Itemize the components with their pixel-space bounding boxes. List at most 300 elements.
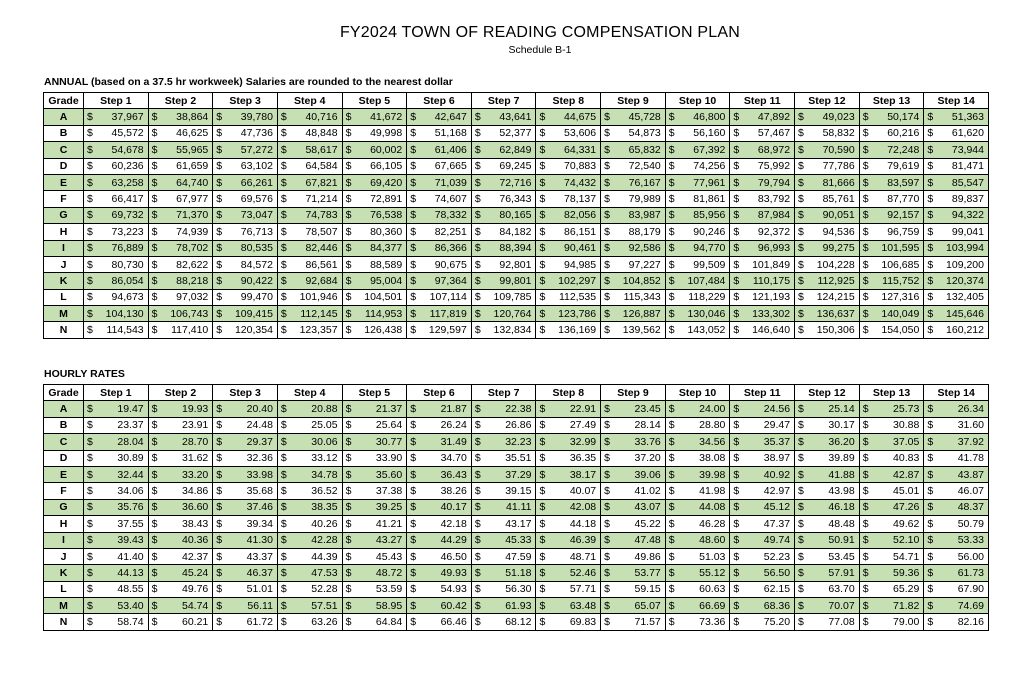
rate-value: 52.46 xyxy=(569,566,597,579)
currency-symbol: $ xyxy=(927,143,934,156)
rate-cell xyxy=(601,581,666,597)
currency-symbol: $ xyxy=(345,485,352,498)
rate-value: 49.62 xyxy=(893,517,920,530)
rate-value: 75.20 xyxy=(763,616,791,629)
rate-cell xyxy=(84,499,149,515)
rate-value: 33.90 xyxy=(375,452,403,465)
rate-value: 73,047 xyxy=(240,209,273,222)
rate-cell xyxy=(342,598,407,614)
currency-symbol: $ xyxy=(216,452,223,465)
currency-symbol: $ xyxy=(474,566,481,579)
rate-value: 59.15 xyxy=(634,583,661,596)
rate-value: 99,275 xyxy=(822,242,855,255)
currency-symbol: $ xyxy=(798,242,804,255)
rate-cell xyxy=(665,109,730,125)
rate-cell xyxy=(213,417,278,433)
table-row xyxy=(44,322,989,338)
rate-value: 87,770 xyxy=(887,193,920,206)
step-column-header: Step 7 xyxy=(471,93,536,109)
rate-value: 68.12 xyxy=(505,616,532,629)
rate-value: 129,597 xyxy=(428,324,467,337)
currency-symbol: $ xyxy=(151,274,158,287)
rate-value: 85,547 xyxy=(951,176,984,189)
currency-symbol: $ xyxy=(410,583,417,596)
rate-cell xyxy=(148,256,213,272)
rate-cell xyxy=(277,581,342,597)
table-row xyxy=(44,565,989,581)
currency-symbol: $ xyxy=(539,501,546,514)
currency-symbol: $ xyxy=(604,403,610,416)
currency-symbol: $ xyxy=(151,324,158,337)
rate-value: 74,432 xyxy=(564,176,597,189)
rate-cell xyxy=(924,289,989,305)
currency-symbol: $ xyxy=(345,209,352,222)
rate-value: 42.28 xyxy=(311,534,338,547)
rate-value: 78,507 xyxy=(305,225,338,238)
currency-symbol: $ xyxy=(87,291,93,304)
rate-value: 83,792 xyxy=(757,193,791,206)
rate-value: 107,484 xyxy=(687,274,726,287)
rate-value: 40.07 xyxy=(569,485,597,498)
annual-salary-table xyxy=(43,92,989,339)
grade-cell: A xyxy=(44,401,84,417)
currency-symbol: $ xyxy=(410,566,417,579)
rate-cell xyxy=(148,516,213,532)
rate-value: 33.76 xyxy=(634,435,661,448)
rate-cell xyxy=(471,224,536,240)
currency-symbol: $ xyxy=(280,501,287,514)
rate-value: 146,640 xyxy=(752,324,791,337)
rate-cell xyxy=(536,532,601,548)
rate-value: 78,332 xyxy=(434,209,467,222)
rate-cell xyxy=(342,224,407,240)
rate-cell xyxy=(342,273,407,289)
rate-cell xyxy=(148,142,213,158)
rate-cell xyxy=(859,289,924,305)
rate-cell xyxy=(924,548,989,564)
rate-value: 78,137 xyxy=(564,193,597,206)
step-column-header: Step 3 xyxy=(213,93,278,109)
currency-symbol: $ xyxy=(798,616,804,629)
rate-value: 94,673 xyxy=(111,291,144,304)
currency-symbol: $ xyxy=(345,176,352,189)
currency-symbol: $ xyxy=(927,209,934,222)
rate-cell xyxy=(536,614,601,630)
rate-cell xyxy=(795,256,860,272)
rate-cell xyxy=(665,158,730,174)
rate-value: 65.07 xyxy=(634,599,661,612)
rate-value: 104,501 xyxy=(364,291,403,304)
rate-value: 90,675 xyxy=(434,258,467,271)
rate-cell xyxy=(471,499,536,515)
currency-symbol: $ xyxy=(151,550,158,563)
rate-value: 126,887 xyxy=(622,307,661,320)
rate-cell xyxy=(859,483,924,499)
currency-symbol: $ xyxy=(280,242,287,255)
currency-symbol: $ xyxy=(345,403,352,416)
rate-cell xyxy=(665,614,730,630)
currency-symbol: $ xyxy=(216,517,223,530)
rate-value: 37.20 xyxy=(634,452,661,465)
rate-value: 30.77 xyxy=(375,435,403,448)
rate-cell xyxy=(795,240,860,256)
currency-symbol: $ xyxy=(604,209,610,222)
currency-symbol: $ xyxy=(474,111,481,124)
rate-value: 92,684 xyxy=(305,274,338,287)
rate-value: 82,056 xyxy=(564,209,597,222)
rate-cell xyxy=(730,191,795,207)
currency-symbol: $ xyxy=(927,616,934,629)
rate-value: 52,377 xyxy=(499,127,532,140)
rate-cell xyxy=(859,516,924,532)
rate-cell xyxy=(795,273,860,289)
currency-symbol: $ xyxy=(216,176,223,189)
rate-cell xyxy=(213,273,278,289)
rate-value: 47.26 xyxy=(893,501,920,514)
rate-value: 68.36 xyxy=(763,599,791,612)
rate-cell xyxy=(730,289,795,305)
grade-cell: D xyxy=(44,158,84,174)
rate-value: 40.26 xyxy=(311,517,338,530)
rate-cell xyxy=(730,306,795,322)
rate-cell xyxy=(342,401,407,417)
rate-value: 68,972 xyxy=(757,143,791,156)
rate-value: 57,272 xyxy=(240,143,273,156)
currency-symbol: $ xyxy=(410,291,417,304)
rate-cell xyxy=(730,434,795,450)
rate-value: 38,864 xyxy=(176,111,209,124)
currency-symbol: $ xyxy=(410,403,417,416)
currency-symbol: $ xyxy=(539,517,546,530)
rate-cell xyxy=(407,289,472,305)
currency-symbol: $ xyxy=(151,534,158,547)
table-row xyxy=(44,466,989,482)
rate-cell xyxy=(601,174,666,190)
table-row xyxy=(44,191,989,207)
currency-symbol: $ xyxy=(151,501,158,514)
rate-cell xyxy=(277,142,342,158)
currency-symbol: $ xyxy=(151,468,158,481)
currency-symbol: $ xyxy=(604,127,610,140)
rate-value: 97,227 xyxy=(628,258,661,271)
currency-symbol: $ xyxy=(668,209,675,222)
rate-value: 106,743 xyxy=(170,307,209,320)
currency-symbol: $ xyxy=(280,485,287,498)
rate-value: 48.72 xyxy=(375,566,403,579)
rate-value: 94,770 xyxy=(693,242,726,255)
rate-cell xyxy=(601,483,666,499)
rate-value: 22.91 xyxy=(569,403,597,416)
currency-symbol: $ xyxy=(474,225,481,238)
rate-cell xyxy=(924,207,989,223)
rate-value: 49,998 xyxy=(370,127,403,140)
rate-cell xyxy=(407,191,472,207)
currency-symbol: $ xyxy=(668,468,675,481)
rate-cell xyxy=(795,174,860,190)
currency-symbol: $ xyxy=(474,193,481,206)
currency-symbol: $ xyxy=(345,599,352,612)
grade-cell: G xyxy=(44,499,84,515)
currency-symbol: $ xyxy=(474,307,481,320)
rate-cell xyxy=(84,401,149,417)
rate-cell xyxy=(407,109,472,125)
rate-cell xyxy=(795,125,860,141)
currency-symbol: $ xyxy=(345,160,352,173)
currency-symbol: $ xyxy=(798,209,804,222)
rate-cell xyxy=(407,224,472,240)
rate-value: 88,179 xyxy=(628,225,661,238)
rate-value: 38.43 xyxy=(182,517,209,530)
currency-symbol: $ xyxy=(410,225,417,238)
rate-cell xyxy=(795,306,860,322)
rate-value: 90,461 xyxy=(564,242,597,255)
currency-symbol: $ xyxy=(151,143,158,156)
rate-value: 109,785 xyxy=(493,291,532,304)
currency-symbol: $ xyxy=(798,517,804,530)
rate-value: 52.28 xyxy=(311,583,338,596)
rate-cell xyxy=(407,158,472,174)
currency-symbol: $ xyxy=(862,534,869,547)
currency-symbol: $ xyxy=(927,452,934,465)
rate-value: 81,861 xyxy=(693,193,726,206)
rate-cell xyxy=(471,417,536,433)
rate-value: 34.70 xyxy=(440,452,467,465)
rate-value: 82,446 xyxy=(305,242,338,255)
rate-cell xyxy=(730,207,795,223)
currency-symbol: $ xyxy=(280,160,287,173)
currency-symbol: $ xyxy=(151,193,158,206)
rate-value: 99,801 xyxy=(499,274,532,287)
currency-symbol: $ xyxy=(798,501,804,514)
currency-symbol: $ xyxy=(798,435,804,448)
rate-cell xyxy=(213,466,278,482)
step-column-header: Step 8 xyxy=(536,93,601,109)
grade-cell: F xyxy=(44,483,84,499)
currency-symbol: $ xyxy=(927,242,934,255)
rate-value: 31.60 xyxy=(957,419,984,432)
rate-cell xyxy=(601,434,666,450)
rate-value: 120,374 xyxy=(946,274,984,287)
rate-value: 48.55 xyxy=(117,583,144,596)
rate-cell xyxy=(342,466,407,482)
rate-cell xyxy=(407,598,472,614)
table-row xyxy=(44,158,989,174)
rate-value: 36.43 xyxy=(440,468,467,481)
rate-cell xyxy=(665,306,730,322)
currency-symbol: $ xyxy=(604,419,610,432)
rate-value: 39.98 xyxy=(699,468,726,481)
rate-value: 53.77 xyxy=(634,566,661,579)
rate-cell xyxy=(730,109,795,125)
rate-value: 92,801 xyxy=(499,258,532,271)
currency-symbol: $ xyxy=(410,550,417,563)
currency-symbol: $ xyxy=(668,566,675,579)
rate-value: 74,607 xyxy=(434,193,467,206)
currency-symbol: $ xyxy=(733,583,740,596)
rate-cell xyxy=(924,174,989,190)
currency-symbol: $ xyxy=(539,225,546,238)
rate-cell xyxy=(601,240,666,256)
rate-cell xyxy=(924,322,989,338)
currency-symbol: $ xyxy=(862,517,869,530)
rate-cell xyxy=(601,224,666,240)
currency-symbol: $ xyxy=(862,583,869,596)
rate-cell xyxy=(859,434,924,450)
rate-cell xyxy=(407,450,472,466)
step-column-header: Step 12 xyxy=(795,93,860,109)
currency-symbol: $ xyxy=(87,242,93,255)
rate-cell xyxy=(730,532,795,548)
rate-value: 139,562 xyxy=(622,324,661,337)
rate-value: 79.00 xyxy=(893,616,920,629)
rate-value: 41.78 xyxy=(957,452,984,465)
currency-symbol: $ xyxy=(798,468,804,481)
rate-cell xyxy=(342,548,407,564)
rate-cell xyxy=(84,598,149,614)
rate-value: 32.36 xyxy=(246,452,273,465)
rate-cell xyxy=(84,532,149,548)
step-column-header: Step 5 xyxy=(342,93,407,109)
currency-symbol: $ xyxy=(798,419,804,432)
rate-value: 90,422 xyxy=(240,274,273,287)
rate-cell xyxy=(213,125,278,141)
grade-cell: J xyxy=(44,256,84,272)
rate-value: 27.49 xyxy=(569,419,597,432)
currency-symbol: $ xyxy=(345,501,352,514)
currency-symbol: $ xyxy=(733,501,740,514)
rate-cell xyxy=(601,322,666,338)
rate-value: 121,193 xyxy=(752,291,791,304)
rate-cell xyxy=(859,499,924,515)
currency-symbol: $ xyxy=(668,291,675,304)
rate-value: 81,471 xyxy=(951,160,984,173)
grade-cell: J xyxy=(44,548,84,564)
rate-cell xyxy=(407,483,472,499)
rate-value: 73.36 xyxy=(699,616,726,629)
rate-value: 51,168 xyxy=(434,127,467,140)
rate-value: 95,004 xyxy=(370,274,403,287)
currency-symbol: $ xyxy=(927,599,934,612)
currency-symbol: $ xyxy=(474,550,481,563)
rate-value: 82,622 xyxy=(176,258,209,271)
currency-symbol: $ xyxy=(604,274,610,287)
rate-value: 101,946 xyxy=(299,291,338,304)
rate-cell xyxy=(859,240,924,256)
currency-symbol: $ xyxy=(927,485,934,498)
rate-value: 92,586 xyxy=(628,242,661,255)
rate-value: 82.16 xyxy=(957,616,984,629)
rate-cell xyxy=(213,109,278,125)
step-column-header: Step 3 xyxy=(213,385,278,401)
rate-cell xyxy=(277,256,342,272)
rate-value: 24.48 xyxy=(246,419,273,432)
rate-cell xyxy=(536,289,601,305)
currency-symbol: $ xyxy=(539,616,546,629)
rate-cell xyxy=(795,417,860,433)
rate-cell xyxy=(342,256,407,272)
currency-symbol: $ xyxy=(604,566,610,579)
grade-cell: M xyxy=(44,598,84,614)
rate-value: 67,821 xyxy=(305,176,338,189)
currency-symbol: $ xyxy=(151,225,158,238)
rate-cell xyxy=(795,614,860,630)
currency-symbol: $ xyxy=(604,143,610,156)
rate-cell xyxy=(213,322,278,338)
rate-value: 36.20 xyxy=(828,435,855,448)
rate-cell xyxy=(924,483,989,499)
currency-symbol: $ xyxy=(280,193,287,206)
currency-symbol: $ xyxy=(668,501,675,514)
rate-cell xyxy=(84,224,149,240)
currency-symbol: $ xyxy=(216,143,223,156)
rate-value: 56.30 xyxy=(505,583,532,596)
currency-symbol: $ xyxy=(280,550,287,563)
rate-cell xyxy=(277,207,342,223)
rate-cell xyxy=(665,598,730,614)
rate-value: 37.05 xyxy=(893,435,920,448)
currency-symbol: $ xyxy=(733,225,740,238)
currency-symbol: $ xyxy=(733,291,740,304)
currency-symbol: $ xyxy=(927,127,934,140)
rate-cell xyxy=(213,224,278,240)
grade-cell: N xyxy=(44,322,84,338)
currency-symbol: $ xyxy=(474,127,481,140)
rate-value: 53.45 xyxy=(828,550,855,563)
rate-value: 60,002 xyxy=(370,143,403,156)
currency-symbol: $ xyxy=(474,176,481,189)
currency-symbol: $ xyxy=(216,599,223,612)
rate-cell xyxy=(665,516,730,532)
rate-cell xyxy=(471,581,536,597)
currency-symbol: $ xyxy=(798,534,804,547)
table-row xyxy=(44,401,989,417)
grade-cell: M xyxy=(44,306,84,322)
rate-cell xyxy=(536,581,601,597)
rate-value: 41.21 xyxy=(375,517,403,530)
rate-cell xyxy=(601,289,666,305)
currency-symbol: $ xyxy=(733,193,740,206)
currency-symbol: $ xyxy=(539,274,546,287)
rate-value: 46.07 xyxy=(957,485,984,498)
rate-value: 34.06 xyxy=(117,485,144,498)
rate-value: 41.11 xyxy=(505,501,532,514)
currency-symbol: $ xyxy=(604,242,610,255)
rate-cell xyxy=(601,516,666,532)
grade-cell: L xyxy=(44,289,84,305)
rate-value: 92,157 xyxy=(887,209,920,222)
rate-cell xyxy=(471,174,536,190)
rate-value: 102,297 xyxy=(558,274,597,287)
header-row xyxy=(44,385,989,401)
currency-symbol: $ xyxy=(345,258,352,271)
table-row xyxy=(44,434,989,450)
rate-cell xyxy=(342,417,407,433)
rate-value: 32.23 xyxy=(505,435,532,448)
currency-symbol: $ xyxy=(280,176,287,189)
rate-cell xyxy=(213,158,278,174)
rate-cell xyxy=(342,207,407,223)
rate-value: 99,041 xyxy=(951,225,984,238)
currency-symbol: $ xyxy=(668,258,675,271)
currency-symbol: $ xyxy=(668,435,675,448)
table-row xyxy=(44,207,989,223)
rate-cell xyxy=(84,548,149,564)
currency-symbol: $ xyxy=(410,616,417,629)
rate-value: 40.83 xyxy=(893,452,920,465)
rate-value: 106,685 xyxy=(881,258,920,271)
rate-value: 132,834 xyxy=(493,324,532,337)
currency-symbol: $ xyxy=(87,111,93,124)
